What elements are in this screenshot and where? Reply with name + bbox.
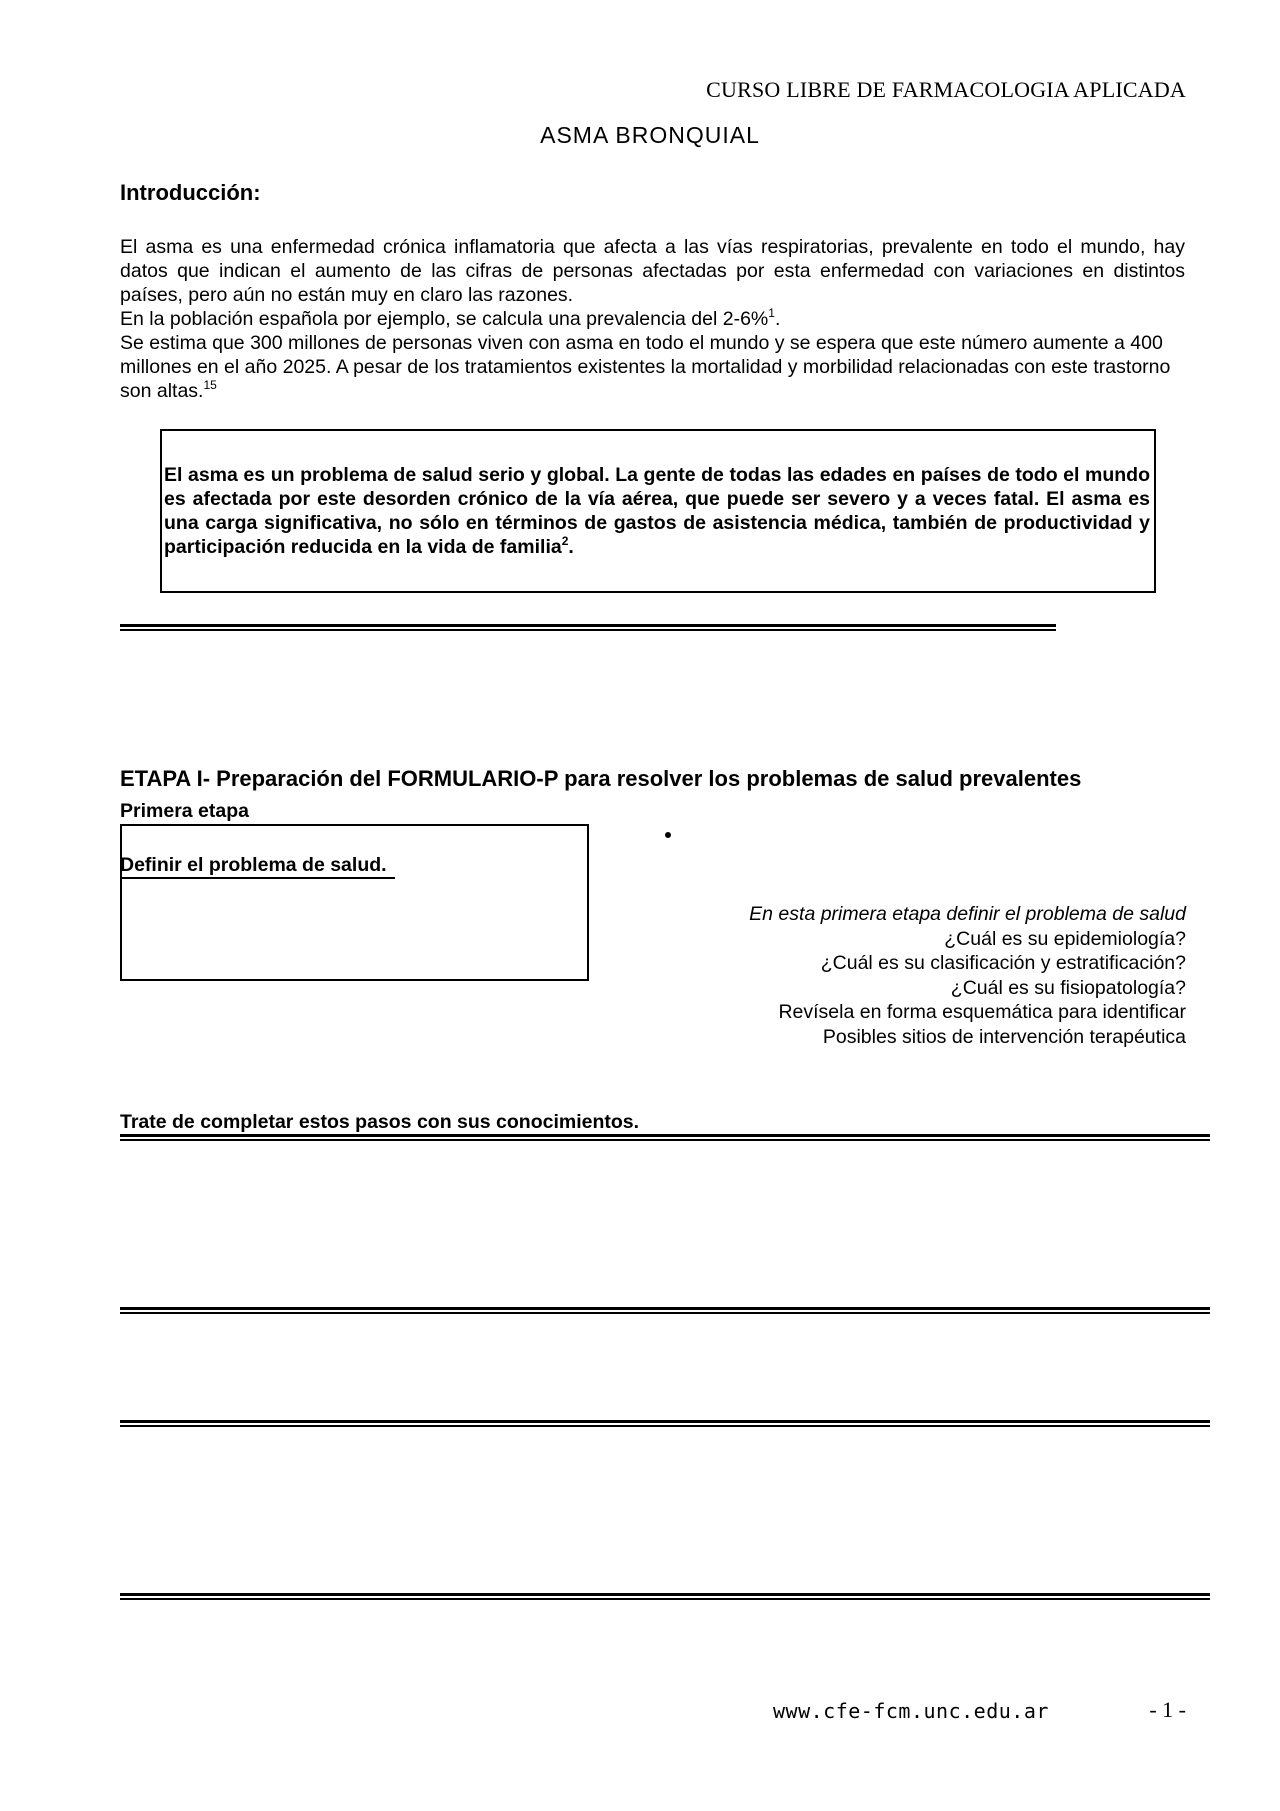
instruction-text: Trate de completar estos pasos con sus conocimientos.	[120, 1111, 640, 1133]
define-problem-label: Definir el problema de salud.	[120, 853, 395, 879]
intro-paragraph-2-text: En la población española por ejemplo, se calcula una prevalencia del 2-6%	[120, 308, 769, 330]
divider-rule	[120, 624, 1056, 631]
quote-text-block	[164, 463, 1150, 559]
answer-line	[120, 1420, 1210, 1427]
intro-paragraph-1: El asma es una enfermedad crónica inflamatoria que afecta a las vías respiratorias, prevalente en todo el mundo, hay datos que indican el aumento de las cifras de personas afectadas por esta enfermedad con variaciones en distintos países, pero aún no están muy en claro las razones.	[120, 236, 1185, 306]
bullet-icon	[665, 832, 671, 838]
answer-line	[120, 1593, 1210, 1600]
guide-question: Revísela en forma esquemática para identificar	[778, 1001, 1186, 1023]
footer-url: www.cfe-fcm.unc.edu.ar	[773, 1699, 1049, 1723]
guide-question: ¿Cuál es su fisiopatología?	[950, 976, 1186, 999]
quote-end: .	[568, 536, 574, 558]
footnote-ref: 1	[768, 306, 775, 320]
guide-intro: En esta primera etapa definir el problema de salud	[749, 903, 1186, 925]
answer-line	[120, 1134, 1210, 1141]
guide-question: ¿Cuál es su clasificación y estratificación?	[820, 952, 1186, 974]
etapa-heading: ETAPA I- Preparación del FORMULARIO-P para resolver los problemas de salud prevalentes	[120, 766, 1082, 791]
quote-box	[160, 429, 1156, 593]
intro-body	[120, 235, 1185, 403]
define-problem-box	[120, 824, 589, 981]
etapa-subheading: Primera etapa	[120, 800, 249, 822]
guide-question: ¿Cuál es su epidemiología?	[944, 927, 1186, 950]
document-title: ASMA BRONQUIAL	[540, 122, 760, 148]
page-number: - 1 -	[1149, 1697, 1186, 1722]
running-header: CURSO LIBRE DE FARMACOLOGIA APLICADA	[706, 77, 1186, 102]
guide-questions	[749, 902, 1186, 1049]
footnote-ref: 2	[561, 534, 569, 548]
answer-line	[120, 1307, 1210, 1314]
intro-heading: Introducción:	[120, 180, 261, 205]
intro-paragraph-3	[120, 331, 1185, 403]
intro-paragraph-2	[120, 307, 1185, 331]
footnote-ref: 15	[203, 378, 217, 392]
intro-paragraph-2-end: .	[774, 308, 781, 330]
guide-question: Posibles sitios de intervención terapéutica	[822, 1025, 1186, 1048]
intro-paragraph-3-text: Se estima que 300 millones de personas viven con asma en todo el mundo y se espera que este número aumente a 400 millones en el año 2025. A pesar de los tratamientos existentes la mortalidad y morbilidad relacionadas con este trastorno son altas.	[120, 332, 1171, 402]
quote-text: El asma es un problema de salud serio y global. La gente de todas las edades en países de todo el mundo es afectada por este desorden crónico de la vía aérea, que puede ser severo y a veces fatal. El asma es una carga significativa, no sólo en términos de gastos de asistencia médica, también de productividad y participación reducida en la vida de familia	[164, 464, 1150, 558]
